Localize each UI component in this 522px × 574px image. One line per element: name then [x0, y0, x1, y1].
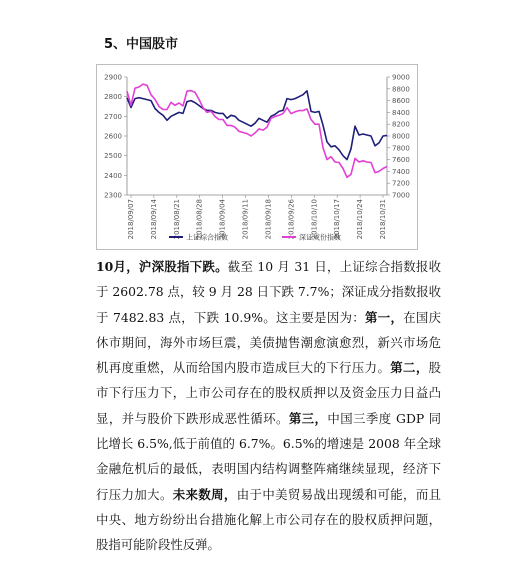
x-tick-label: 2018/08/28	[195, 199, 204, 240]
series-line-shanghai	[127, 91, 387, 160]
y-right-tick-label: 9000	[392, 73, 410, 82]
y-left-tick-label: 2800	[104, 93, 122, 102]
sentence-1-bold: 10月，沪深股指下跌。	[96, 259, 228, 274]
x-tick-label: 2018/08/21	[172, 199, 181, 240]
x-tick-label: 2018/09/04	[218, 199, 227, 240]
x-tick-label: 2018/10/10	[310, 198, 319, 240]
legend-label: 上证综合指数	[186, 233, 228, 242]
outlook-text: 由于中美贸易战出现缓和可能，而且中央、地方纷纷出台措施化解上市公司存在的股权质押问题，股指可能阶段性反弹。	[96, 486, 442, 553]
outlook-bold: 未来数周，	[172, 486, 237, 502]
x-tick-label: 2018/10/31	[379, 199, 387, 240]
y-right-tick-label: 7200	[392, 179, 410, 188]
index-chart	[96, 64, 418, 250]
x-tick-label: 2018/09/11	[241, 199, 250, 240]
y-right-tick-label: 7400	[392, 167, 410, 176]
y-left-tick-label: 2700	[104, 112, 122, 121]
y-right-tick-label: 8600	[392, 97, 410, 106]
body-paragraph	[96, 254, 441, 558]
section-title: 5、中国股市	[104, 37, 179, 52]
y-left-tick-label: 2600	[104, 132, 122, 141]
point-3-text: 中国三季度 GDP 同比增长 6.5%,低于前值的 6.7%。6.5%的增速是 2008 年全球金融危机后的最低，表明国内结构调整阵痛继续显现，经济下行压力加大。	[96, 410, 442, 502]
point-2-text: 股市下行压力下，上市公司存在的股权质押以及资金压力日益凸显，并与股价下跌形成恶性循环。	[96, 360, 442, 426]
y-left-tick-label: 2400	[104, 171, 122, 180]
y-left-tick-label: 2500	[104, 152, 122, 161]
sentence-1-text: 截至 10 月 31 日，上证综合指数报收于 2602.78 点，较 9 月 28 日下跌 7.7%；深证成分指数报收于 7482.83 点，下跌 10.9%。这主要是因为：	[96, 259, 441, 325]
y-right-tick-label: 7600	[392, 156, 410, 165]
point-3-bold: 第三，	[288, 410, 328, 426]
y-left-tick-label: 2900	[104, 73, 122, 82]
point-1-text: 在国庆休市期间，海外市场巨震，美债抛售潮愈演愈烈，新兴市场危机再度重燃，从而给国内股市造成巨大的下行压力。	[96, 309, 442, 376]
series-line-shenzhen	[127, 84, 387, 177]
y-right-tick-label: 7800	[392, 144, 410, 153]
y-right-tick-label: 8800	[392, 85, 410, 94]
x-tick-label: 2018/10/17	[333, 199, 342, 240]
x-tick-label: 2018/09/14	[149, 199, 158, 240]
chart-svg	[97, 65, 417, 249]
point-2-bold: 第二，	[390, 360, 429, 376]
x-tick-label: 2018/09/07	[127, 199, 135, 240]
y-right-tick-label: 8000	[392, 132, 410, 141]
x-tick-label: 2018/10/24	[356, 199, 365, 240]
y-right-tick-label: 8200	[392, 120, 410, 129]
point-1-bold: 第一，	[365, 309, 404, 325]
y-right-tick-label: 8400	[392, 108, 410, 117]
x-tick-label: 2018/09/18	[264, 199, 273, 240]
y-left-tick-label: 2300	[104, 191, 122, 200]
y-right-tick-label: 7000	[392, 191, 410, 200]
x-tick-label: 2018/09/26	[287, 199, 296, 240]
legend-label: 深证成份指数	[299, 233, 341, 242]
